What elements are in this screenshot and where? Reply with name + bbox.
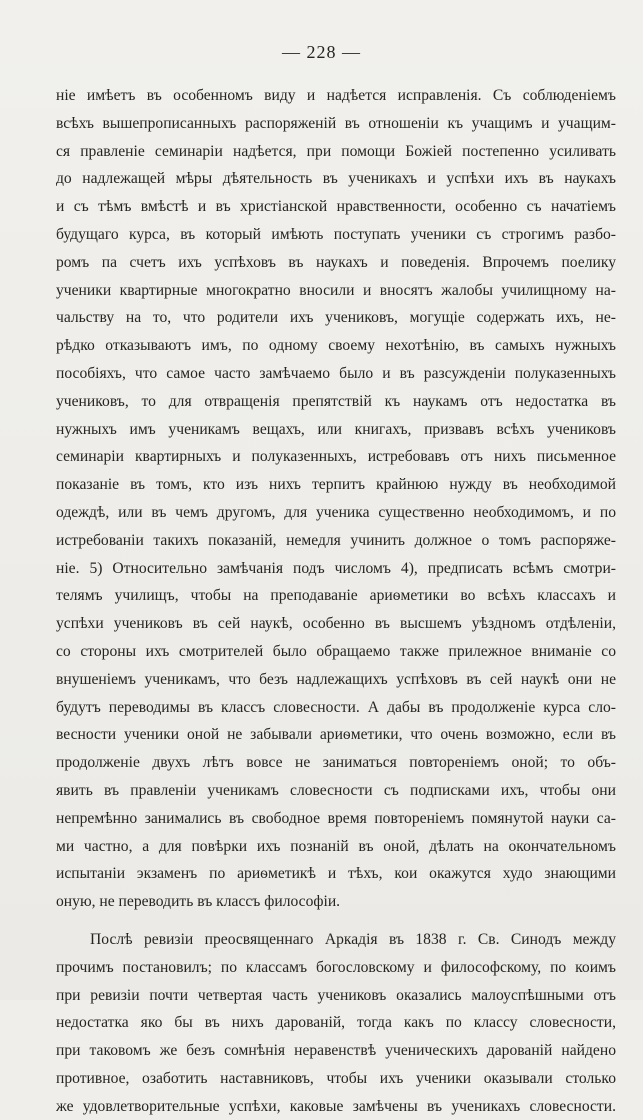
text-line: весности ученики оной не забывали ариѳметики, что очень возможно, если въ — [56, 726, 616, 744]
text-line: ніе имѣетъ въ особенномъ виду и надѣется исправленія. Съ соблюденіемъ — [56, 87, 616, 104]
text-line: противное, озаботить наставниковъ, чтобы ихъ ученики оказывали столько — [56, 1069, 616, 1087]
text-line: истребованіи такихъ показаній, немедля учинить должное о томъ распоряже- — [56, 531, 616, 549]
page-number: — 228 — — [282, 42, 361, 62]
text-line: при таковомъ же безъ сомнѣнія неравенствѣ ученическихъ дарованій найдено — [56, 1042, 616, 1060]
text-line: испытаніи экзаменъ по ариѳметикѣ и тѣхъ, кои окажутся худо знающими — [56, 865, 616, 883]
text-line: ромъ па счетъ ихъ успѣховъ въ наукахъ и поведенія. Впрочемъ поелику — [56, 253, 616, 271]
text-line: чальству на то, что родители ихъ учениковъ, могущіе содержать ихъ, не- — [56, 309, 616, 327]
text-line: учениковъ, то для отвращенія препятствій къ наукамъ отъ недостатка въ — [56, 392, 616, 410]
text-line: же удовлетворительные успѣхи, каковые замѣчены въ ученикахъ словесности. — [56, 1097, 616, 1115]
text-line: при ревизіи почти четвертая часть учениковъ оказались малоуспѣшными отъ — [56, 986, 616, 1004]
text-line: до надлежащей мѣры дѣятельность въ ученикахъ и успѣхи ихъ въ наукахъ — [56, 170, 616, 188]
text-line: ми частно, а для повѣрки ихъ познаній въ оной, дѣлать на окончательномъ — [56, 837, 616, 855]
text-line: будущаго курса, въ который имѣють поступать ученики съ строгимъ разбо- — [56, 225, 616, 243]
text-line: недостатка яко бы въ нихъ дарованій, тогда какъ по классу словесности, — [56, 1014, 616, 1032]
text-line: непремѣнно занимались въ свободное время повтореніемъ помянутой науки са- — [56, 809, 616, 827]
text-line: ся правленіе семинаріи надѣется, при помощи Божіей постепенно усиливать — [56, 142, 616, 160]
paragraph-gap — [56, 916, 616, 926]
text-line: со стороны ихъ смотрителей было обращаемо также прилежное вниманіе со — [56, 642, 616, 660]
text-line: одеждѣ, или въ чемъ другомъ, для ученика существенно необходимомъ, и по — [56, 503, 616, 521]
text-line: телямъ училищъ, чтобы на преподаваніе ариѳметики во всѣхъ классахъ и — [56, 587, 616, 605]
text-line: продолженіе двухъ лѣтъ вовсе не заниматься повтореніемъ оной; то объ- — [56, 754, 616, 772]
text-line: Послѣ ревизіи преосвященнаго Аркадія въ 1838 г. Св. Синодъ между — [90, 930, 616, 948]
text-line: ніе. 5) Относительно замѣчанія подъ числомъ 4), предписать всѣмъ смотри- — [56, 559, 616, 577]
text-line: ученики квартирные многократно вносили и вносятъ жалобы училищному на- — [56, 281, 616, 299]
text-line: и съ тѣмъ вмѣстѣ и въ христіанской нравственности, особенно съ начатіемъ — [56, 198, 616, 216]
text-line: внушеніемъ ученикамъ, что безъ надлежащихъ успѣховъ въ сей наукѣ они не — [56, 670, 616, 688]
text-line: успѣхи учениковъ въ сей наукѣ, особенно въ высшемъ уѣздномъ отдѣленіи, — [56, 615, 616, 633]
paragraph — [56, 82, 616, 916]
text-line: явить въ правленіи ученикамъ словесности съ подписками ихъ, чтобы они — [56, 781, 616, 799]
body-text — [56, 82, 616, 1120]
text-line: семинаріи квартирныхъ и полуказенныхъ, истребовавъ отъ нихъ письменное — [56, 448, 616, 466]
text-line: нужныхъ имъ ученикамъ вещахъ, или книгахъ, призвавъ всѣхъ учениковъ — [56, 420, 616, 438]
text-line: пособіяхъ, что самое часто замѣчаемо было и въ разсужденіи полуказенныхъ — [56, 364, 616, 382]
text-line: будутъ переводимы въ классъ словесности. А дабы въ продолженіе курса сло- — [56, 698, 616, 716]
text-line: показаніе въ томъ, кто изъ нихъ терпитъ крайнюю нужду въ необходимой — [56, 476, 616, 494]
text-line: рѣдко отказываютъ имъ, по одному своему нехотѣнію, въ самыхъ нужныхъ — [56, 337, 616, 355]
text-line: прочимъ постановилъ; по классамъ богословскому и философскому, по коимъ — [56, 958, 616, 976]
text-line: оную, не переводить въ классъ философіи. — [56, 893, 341, 911]
text-line: всѣхъ вышепрописанныхъ распоряженій въ отношеніи къ учащимъ и учащим- — [56, 114, 616, 132]
paragraph — [56, 926, 616, 1120]
